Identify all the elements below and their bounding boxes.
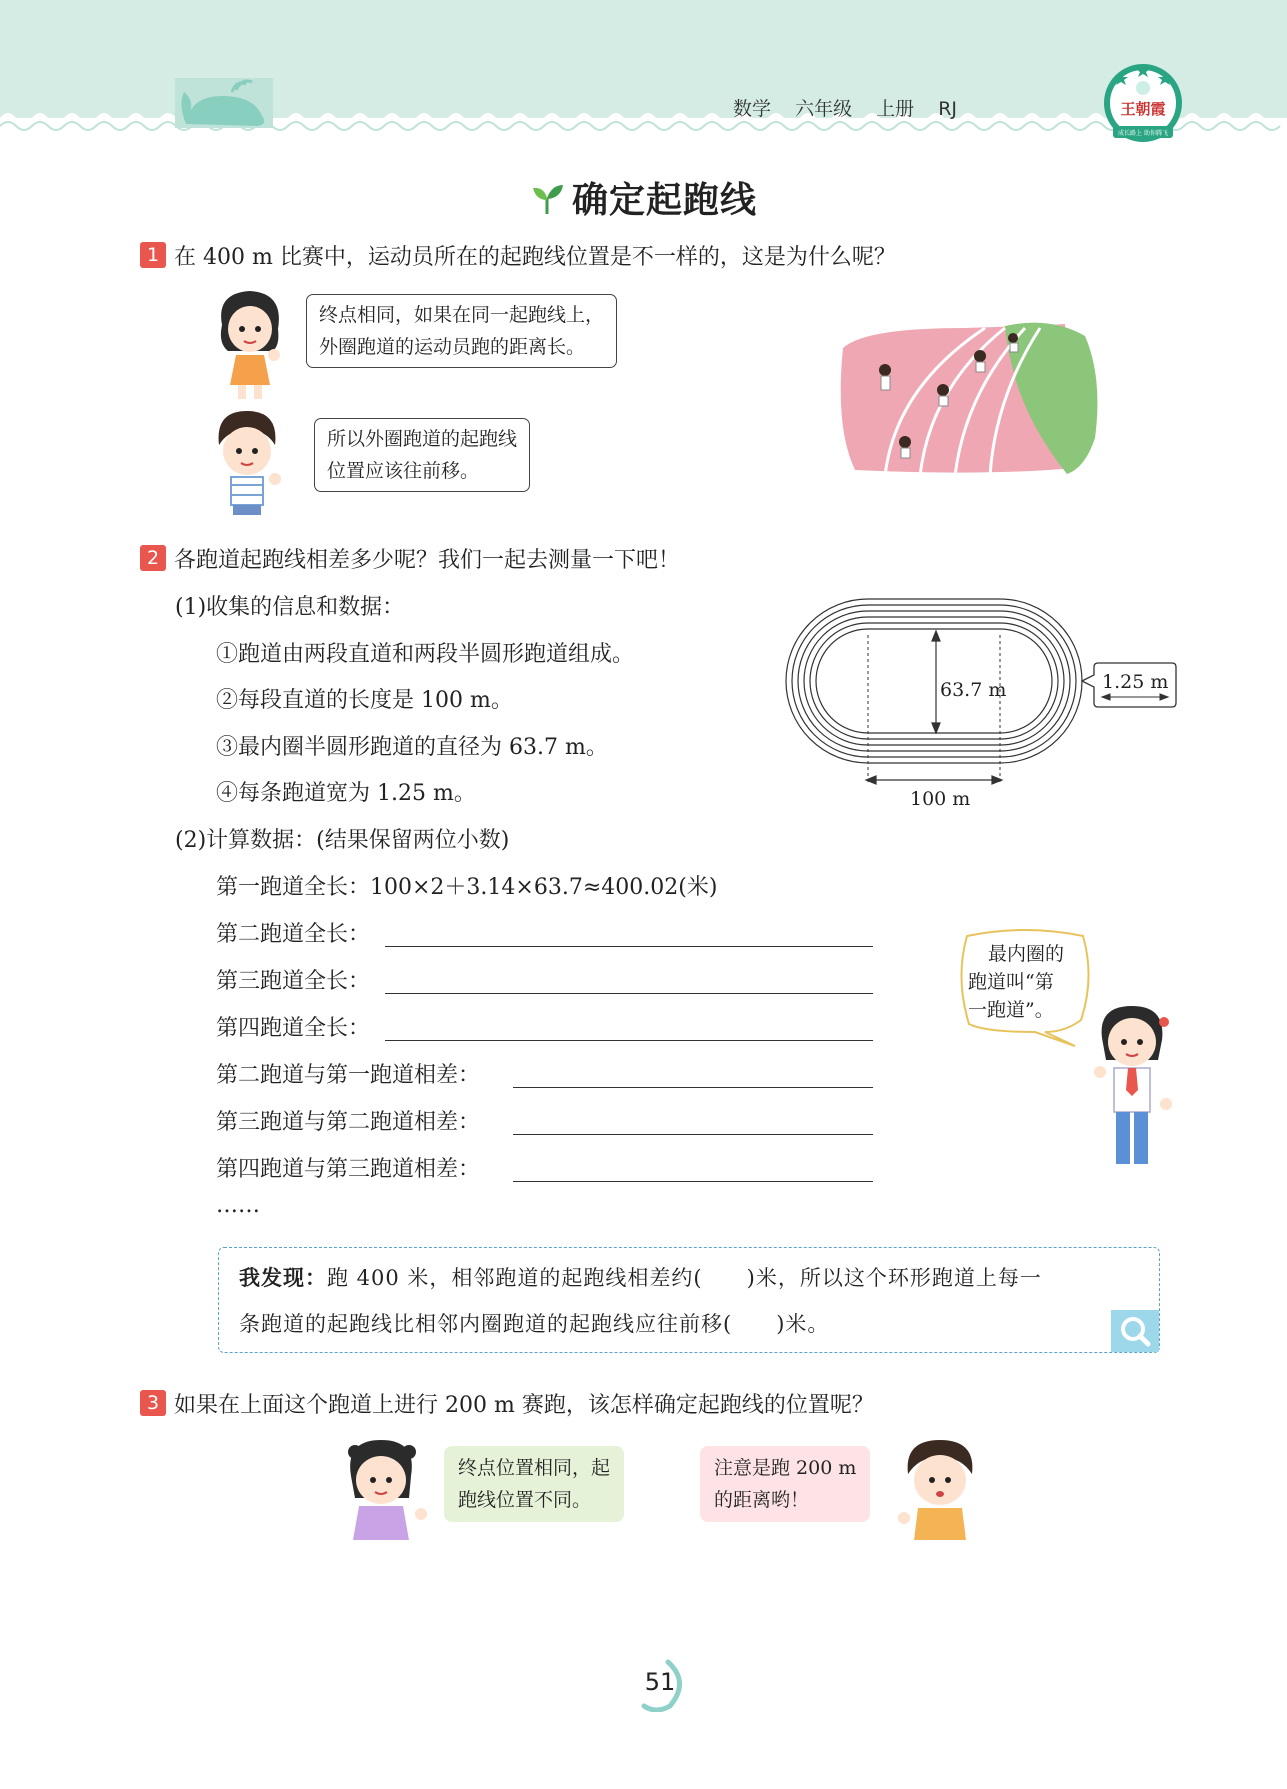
fact-item: ③最内圈半圆形跑道的直径为 63.7 m。 [216, 735, 608, 760]
brand-badge [1103, 58, 1183, 148]
girl-with-scarf-illustration [1088, 1000, 1178, 1175]
track-diagram [780, 595, 1180, 815]
bubble-line: 终点相同，如果在同一起跑线上， [319, 304, 605, 326]
whale-icon [175, 78, 273, 128]
question-3 [140, 1388, 874, 1419]
question-2 [140, 543, 680, 574]
question-number: 3 [140, 1390, 166, 1416]
discovery-box [218, 1247, 1160, 1353]
ellipsis: …… [216, 1193, 260, 1218]
tip-line: 最内圈的 [988, 943, 1065, 965]
grade-label: 六年级 [795, 98, 853, 120]
part-2-heading: (2)计算数据：(结果保留两位小数) [175, 828, 510, 853]
bubble-line: 终点位置相同，起 [458, 1457, 611, 1479]
girl-purple-illustration [335, 1432, 435, 1542]
speech-bubble-green [444, 1446, 624, 1522]
boy-orange-illustration [890, 1432, 990, 1542]
calc-line-5: 第二跑道与第一跑道相差： [216, 1063, 481, 1088]
fact-item: ④每条跑道宽为 1.25 m。 [216, 781, 476, 806]
search-button[interactable] [1111, 1310, 1159, 1352]
answer-blank-diff-2-1[interactable] [513, 1087, 873, 1088]
bubble-line: 外圈跑道的运动员跑的距离长。 [319, 336, 586, 358]
calc-line-7: 第四跑道与第三跑道相差： [216, 1157, 481, 1182]
question-number: 2 [140, 545, 166, 571]
svg-text:成长路上 助你腾飞: 成长路上 助你腾飞 [1118, 130, 1168, 137]
discovery-row-2: 条跑道的起跑线比相邻内圈跑道的起跑线应往前移( )米。 [239, 1312, 830, 1336]
sprout-icon [530, 182, 564, 216]
speech-bubble-girl [306, 294, 617, 368]
diameter-label: 63.7 m [940, 679, 1007, 701]
tip-line: 一跑道”。 [968, 999, 1054, 1021]
page-number-text: 51 [644, 1668, 676, 1696]
page-title-text: 确定起跑线 [571, 180, 757, 221]
answer-blank-diff-4-3[interactable] [513, 1181, 873, 1182]
bubble-line: 跑线位置不同。 [458, 1489, 592, 1511]
page-header-band [0, 0, 1287, 160]
track-race-illustration [835, 318, 1100, 478]
fact-item: ②每段直道的长度是 100 m。 [216, 688, 513, 713]
subject-info [715, 94, 957, 121]
question-text: 如果在上面这个跑道上进行 200 m 赛跑，该怎样确定起跑线的位置呢？ [174, 1393, 874, 1418]
bubble-line: 位置应该往前移。 [327, 460, 480, 482]
fact-item: ①跑道由两段直道和两段半圆形跑道组成。 [216, 642, 635, 667]
volume-label: 上册 [876, 98, 915, 120]
answer-blank-lane2[interactable] [385, 946, 873, 947]
brand-logo [1103, 58, 1183, 148]
bubble-line: 注意是跑 200 m [714, 1457, 857, 1479]
discovery-text: 跑 400 米，相邻跑道的起跑线相差约( )米，所以这个环形跑道上每一 [327, 1266, 1042, 1290]
bubble-line: 的距离哟！ [714, 1489, 810, 1511]
question-text: 在 400 m 比赛中，运动员所在的起跑线位置是不一样的，这是为什么呢？ [174, 245, 896, 270]
answer-blank-lane4[interactable] [385, 1040, 873, 1041]
question-number: 1 [140, 242, 166, 268]
calc-line-4: 第四跑道全长： [216, 1016, 371, 1041]
page-title [0, 172, 1287, 223]
tip-line: 跑道叫“第 [968, 971, 1054, 993]
calc-line-1: 第一跑道全长：100×2＋3.14×63.7≈400.02(米) [216, 875, 718, 900]
tip-text [968, 940, 1064, 1024]
discovery-row-1 [239, 1262, 1042, 1292]
straight-length-label: 100 m [910, 788, 971, 810]
answer-blank-diff-3-2[interactable] [513, 1134, 873, 1135]
speech-bubble-boy [314, 418, 530, 492]
question-text: 各跑道起跑线相差多少呢？我们一起去测量一下吧！ [174, 548, 681, 573]
calc-line-3: 第三跑道全长： [216, 969, 371, 994]
svg-text:王朝霞: 王朝霞 [1120, 100, 1166, 118]
question-1 [140, 240, 896, 271]
answer-blank-lane3[interactable] [385, 993, 873, 994]
discovery-label: 我发现： [239, 1266, 327, 1290]
part-1-heading: (1)收集的信息和数据： [175, 595, 405, 620]
bubble-line: 所以外圈跑道的起跑线 [327, 428, 518, 450]
edition-label: RJ [938, 98, 957, 120]
magnifier-icon [1111, 1310, 1159, 1352]
subject-label: 数学 [733, 98, 772, 120]
speech-bubble-pink [700, 1446, 870, 1522]
boy-character-illustration [205, 405, 290, 520]
calc-line-6: 第三跑道与第二跑道相差： [216, 1110, 481, 1135]
girl-character-illustration [210, 285, 290, 400]
lane-width-label: 1.25 m [1102, 671, 1169, 693]
calc-line-2: 第二跑道全长： [216, 922, 371, 947]
page-number [620, 1668, 700, 1696]
